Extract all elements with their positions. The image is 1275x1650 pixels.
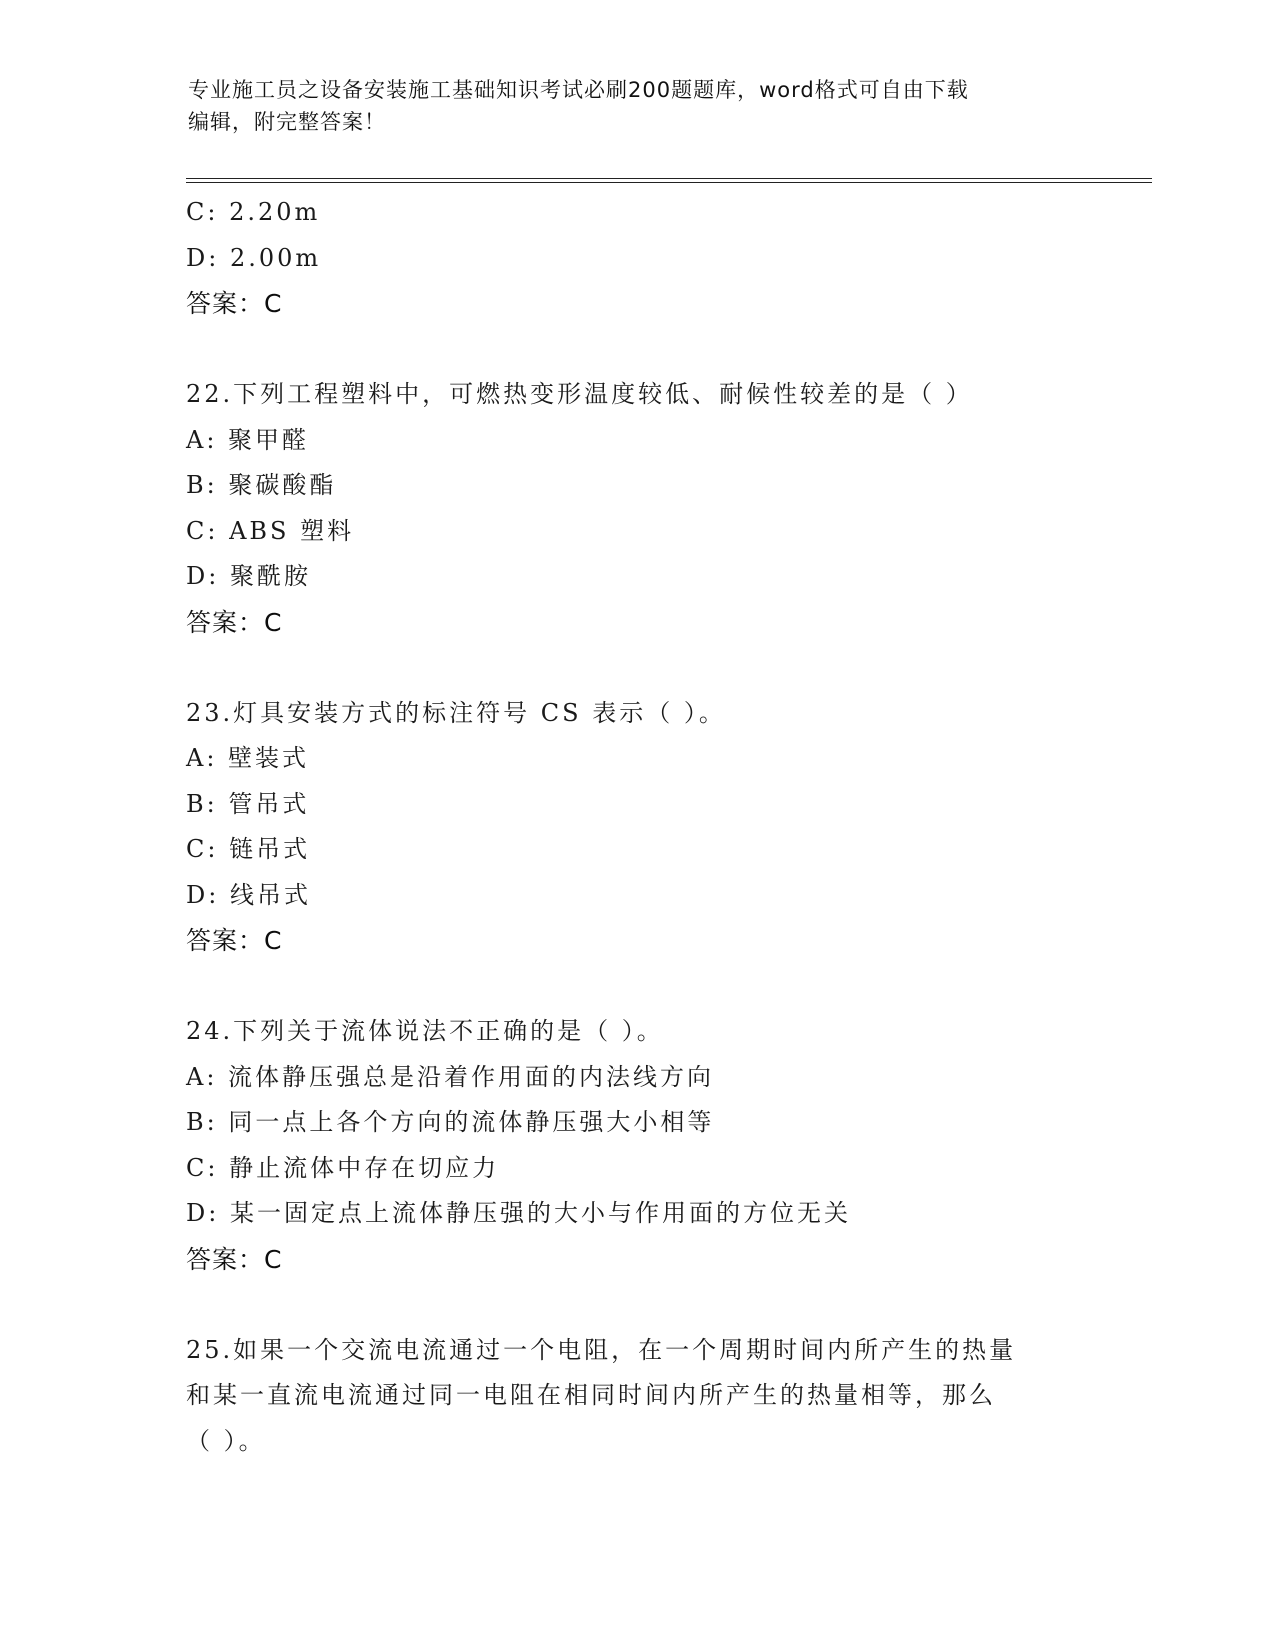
- option-c: C: 链吊式: [186, 835, 311, 863]
- option-c: C: 2.20m: [186, 198, 321, 226]
- option-d: D: 2.00m: [186, 243, 322, 272]
- option-d: D: 某一固定点上流体静压强的大小与作用面的方位无关: [186, 1199, 851, 1227]
- option-a: A: 聚甲醛: [186, 425, 310, 454]
- answer-line: 答案：C: [186, 289, 283, 318]
- question-24: [186, 1009, 1156, 1282]
- previous-question-tail: [186, 190, 1156, 327]
- header-line-2: 编辑，附完整答案！: [188, 110, 386, 134]
- question-stem: 22.下列工程塑料中，可燃热变形温度较低、耐候性较差的是（ ）: [186, 380, 973, 408]
- question-stem-line-2: 和某一直流电流通过同一电阻在相同时间内所产生的热量相等，那么: [186, 1381, 996, 1409]
- option-b: B: 同一点上各个方向的流体静压强大小相等: [186, 1108, 715, 1136]
- page-header: [188, 74, 1088, 138]
- answer-line: 答案：C: [186, 1244, 283, 1274]
- option-a: A: 流体静压强总是沿着作用面的内法线方向: [186, 1062, 715, 1091]
- option-b: B: 聚碳酸酯: [186, 471, 337, 499]
- question-23: [186, 691, 1156, 964]
- question-stem-line-1: 25.如果一个交流电流通过一个电阻，在一个周期时间内所产生的热量: [186, 1335, 1017, 1364]
- spacer: [186, 645, 1156, 691]
- question-stem: 23.灯具安装方式的标注符号 CS 表示（ ）。: [186, 698, 726, 727]
- answer-line: 答案：C: [186, 926, 283, 955]
- question-25: [186, 1328, 1156, 1465]
- option-c: C: 静止流体中存在切应力: [186, 1153, 500, 1182]
- option-b: B: 管吊式: [186, 789, 310, 818]
- header-divider: [186, 178, 1152, 183]
- question-content: [186, 190, 1156, 1464]
- question-22: [186, 372, 1156, 645]
- spacer: [186, 1282, 1156, 1328]
- header-line-1: 专业施工员之设备安装施工基础知识考试必刷200题题库，word格式可自由下载: [188, 78, 969, 102]
- spacer: [186, 964, 1156, 1010]
- option-c: C: ABS 塑料: [186, 516, 355, 545]
- option-d: D: 线吊式: [186, 880, 311, 909]
- answer-line: 答案：C: [186, 607, 283, 637]
- question-stem: 24.下列关于流体说法不正确的是（ ）。: [186, 1017, 664, 1045]
- option-a: A: 壁装式: [186, 744, 310, 772]
- option-d: D: 聚酰胺: [186, 562, 311, 590]
- question-stem-line-3: （ ）。: [186, 1426, 266, 1455]
- spacer: [186, 327, 1156, 373]
